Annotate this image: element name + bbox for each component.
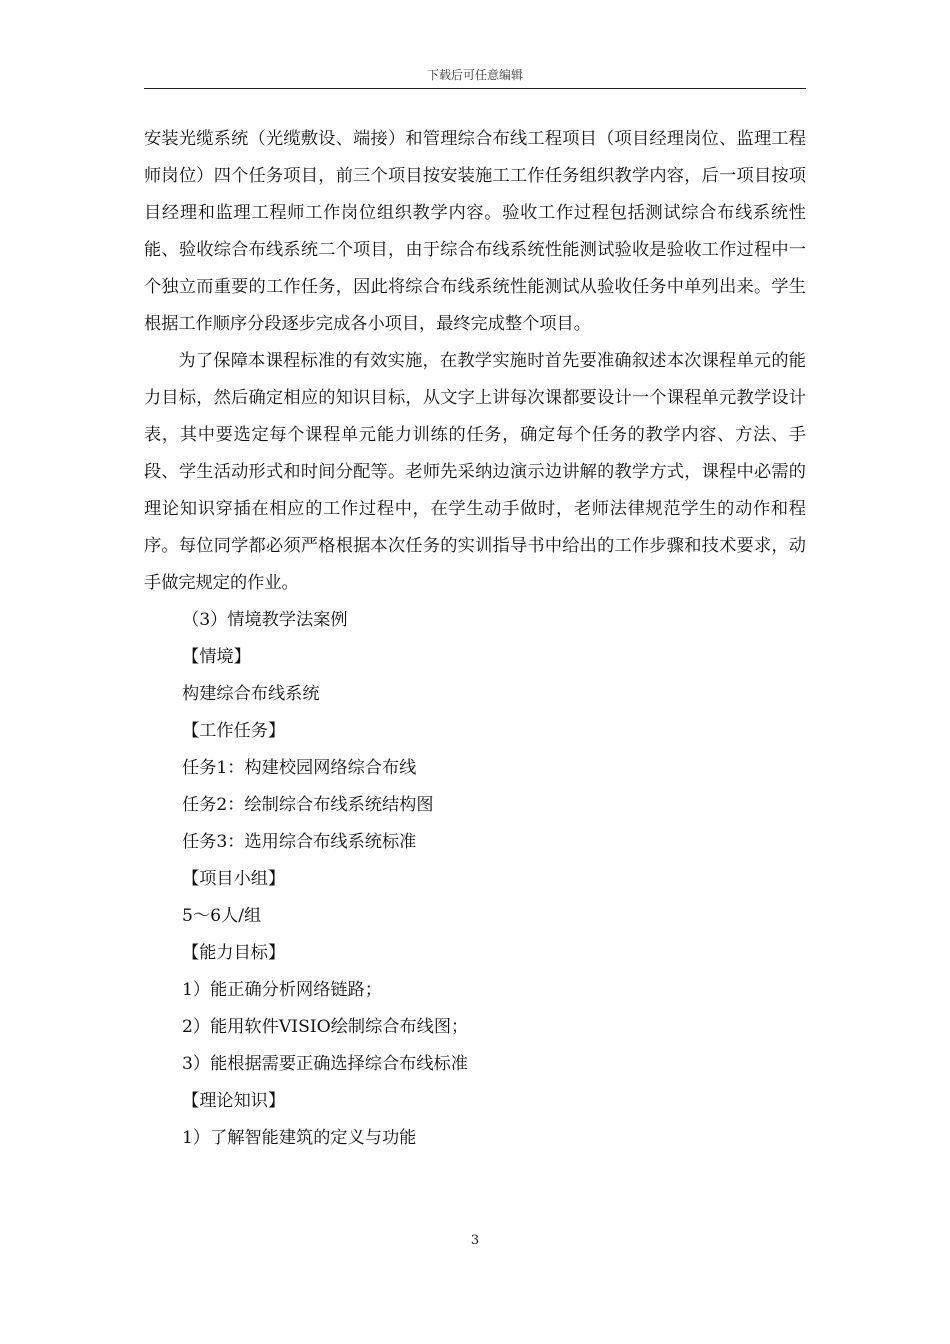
ability-item: 3）能根据需要正确选择综合布线标准 [182,1054,468,1074]
label-project-group: 【项目小组】 [182,869,286,889]
body-paragraph-continued: 安装光缆系统（光缆敷设、端接）和管理综合布线工程项目（项目经理岗位、监理工程师岗位）四个任务项目，前三个项目按安装施工工作任务组织教学内容，后一项目按项目经理和监理工程师工作岗位组织教学内容。验收工作过程包括测试综合布线系统性能、验收综合布线系统二个项目，由于综合布线系统性能测试验收是验收工作过程中一个独立而重要的工作任务，因此将综合布线系统性能测试从验收任务中单列出来。学生根据工作顺序分段逐步完成各小项目，最终完成整个项目。 [144,129,806,334]
page-number: 3 [470,1233,480,1248]
task-item: 任务2：绘制综合布线系统结构图 [182,795,434,815]
label-theory-knowledge: 【理论知识】 [182,1091,286,1111]
theory-item: 1）了解智能建筑的定义与功能 [182,1128,417,1148]
situation-text: 构建综合布线系统 [182,684,320,704]
task-item: 任务3：选用综合布线系统标准 [182,832,417,852]
body-paragraph: 为了保障本课程标准的有效实施，在教学实施时首先要准确叙述本次课程单元的能力目标，然后确定相应的知识目标，从文字上讲每次课都要设计一个课程单元教学设计表，其中要选定每个课程单元能力训练的任务，确定每个任务的教学内容、方法、手段、学生活动形式和时间分配等。老师先采纳边演示边讲解的教学方式，课程中必需的理论知识穿插在相应的工作过程中，在学生动手做时，老师法律规范学生的动作和程序。每位同学都必须严格根据本次任务的实训指导书中给出的工作步骤和技术要求，动手做完规定的作业。 [144,351,806,593]
ability-item: 2）能用软件VISIO绘制综合布线图； [182,1017,469,1037]
ability-item: 1）能正确分析网络链路； [182,980,382,1000]
label-ability-goals: 【能力目标】 [182,943,286,963]
document-body [144,121,806,1157]
task-item: 任务1：构建校园网络综合布线 [182,758,417,778]
label-situation: 【情境】 [182,647,251,667]
group-size-text: 5～6人/组 [182,906,262,926]
section-heading-case: （3）情境教学法案例 [182,610,348,630]
page-header: 下载后可任意编辑 [426,68,523,82]
header-divider [144,88,806,89]
label-work-tasks: 【工作任务】 [182,721,286,741]
